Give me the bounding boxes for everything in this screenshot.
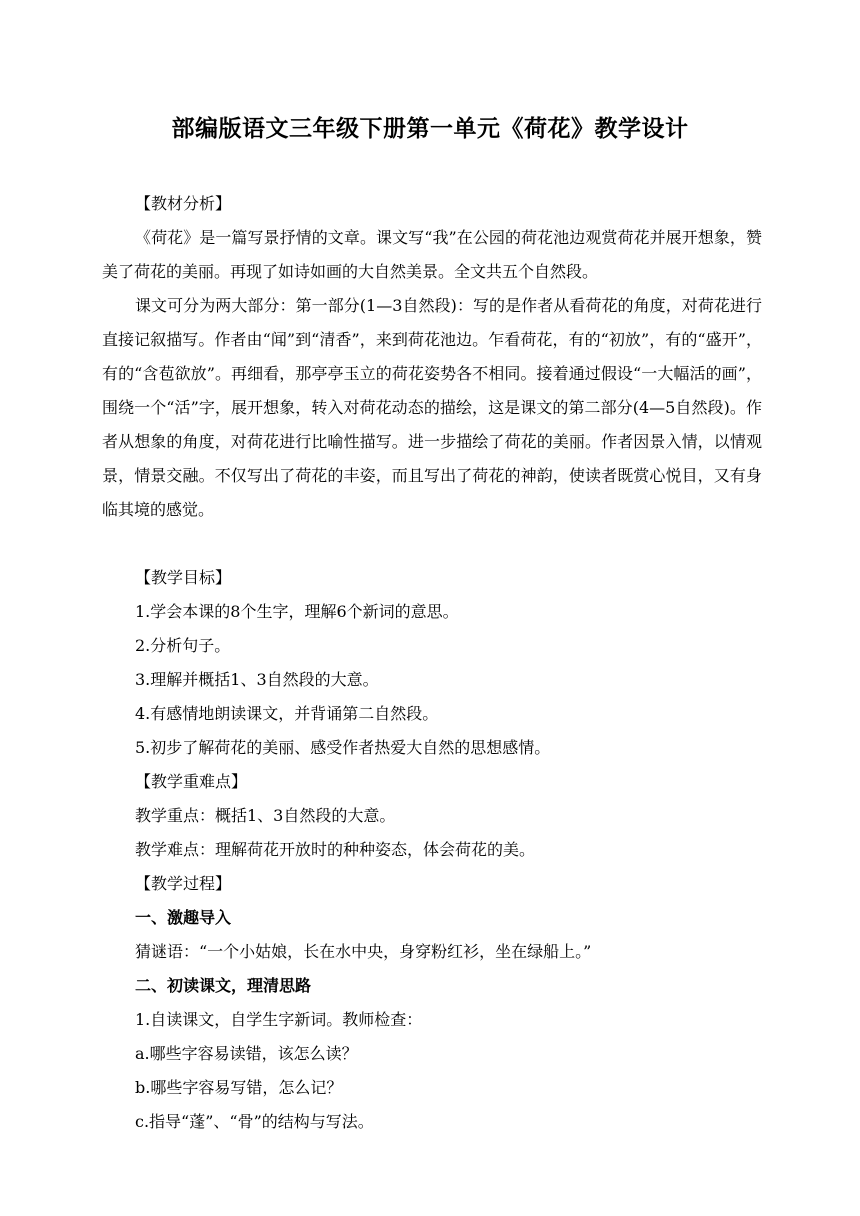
goal-item: 5.初步了解荷花的美丽、感受作者热爱大自然的思想感情。 [135,738,551,757]
analysis-paragraph-2: 课文可分为两大部分：第一部分(1—3自然段)：写的是作者从看荷花的角度，对荷花进行直接记叙描写。作者由“闻”到“清香”，来到荷花池边。乍看荷花，有的“初放”，有的“盛开”，有的“含苞欲放”。再细看，那亭亭玉立的荷花姿势各不相同。接着通过假设“一大幅活的画”，围绕一个“活”字，展开想象，转入对荷花动态的描绘，这是课文的第二部分(4—5自然段)。作者从想象的角度，对荷花进行比喻性描写。进一步描绘了荷花的美丽。作者因景入情，以情观景，情景交融。不仅写出了荷花的丰姿，而且写出了荷花的神韵，使读者既赏心悦目，又有身临其境的感觉。 [102,296,762,519]
section-heading-key-points: 【教学重难点】 [135,772,248,791]
goal-item: 2.分析句子。 [135,636,231,655]
step-heading-first-reading: 二、初读课文，理清思路 [135,976,312,995]
key-point-text: 教学重点：概括1、3自然段的大意。 [135,806,396,825]
section-heading-process: 【教学过程】 [135,874,232,893]
section-heading-goals: 【教学目标】 [135,568,232,587]
goal-item: 1.学会本课的8个生字，理解6个新词的意思。 [135,602,459,621]
riddle-text: 猜谜语：“一个小姑娘，长在水中央，身穿粉红衫，坐在绿船上。” [135,942,592,961]
step-item: 1.自读课文，自学生字新词。教师检查： [135,1010,423,1029]
goal-item: 3.理解并概括1、3自然段的大意。 [135,670,379,689]
goal-item: 4.有感情地朗读课文，并背诵第二自然段。 [135,704,439,723]
difficult-point-text: 教学难点：理解荷花开放时的种种姿态，体会荷花的美。 [135,840,536,859]
analysis-paragraph-1: 《荷花》是一篇写景抒情的文章。课文写“我”在公园的荷花池边观赏荷花并展开想象，赞美了荷花的美丽。再现了如诗如画的大自然美景。全文共五个自然段。 [102,228,762,281]
step-item: c.指导“蓬”、“骨”的结构与写法。 [135,1112,374,1131]
document-title: 部编版语文三年级下册第一单元《荷花》教学设计 [171,115,689,142]
step-item: a.哪些字容易读错，该怎么读？ [135,1044,358,1063]
step-heading-intro: 一、激趣导入 [135,908,232,927]
section-heading-analysis: 【教材分析】 [135,194,232,213]
step-item: b.哪些字容易写错，怎么记？ [135,1078,343,1097]
document-body [102,187,762,1139]
